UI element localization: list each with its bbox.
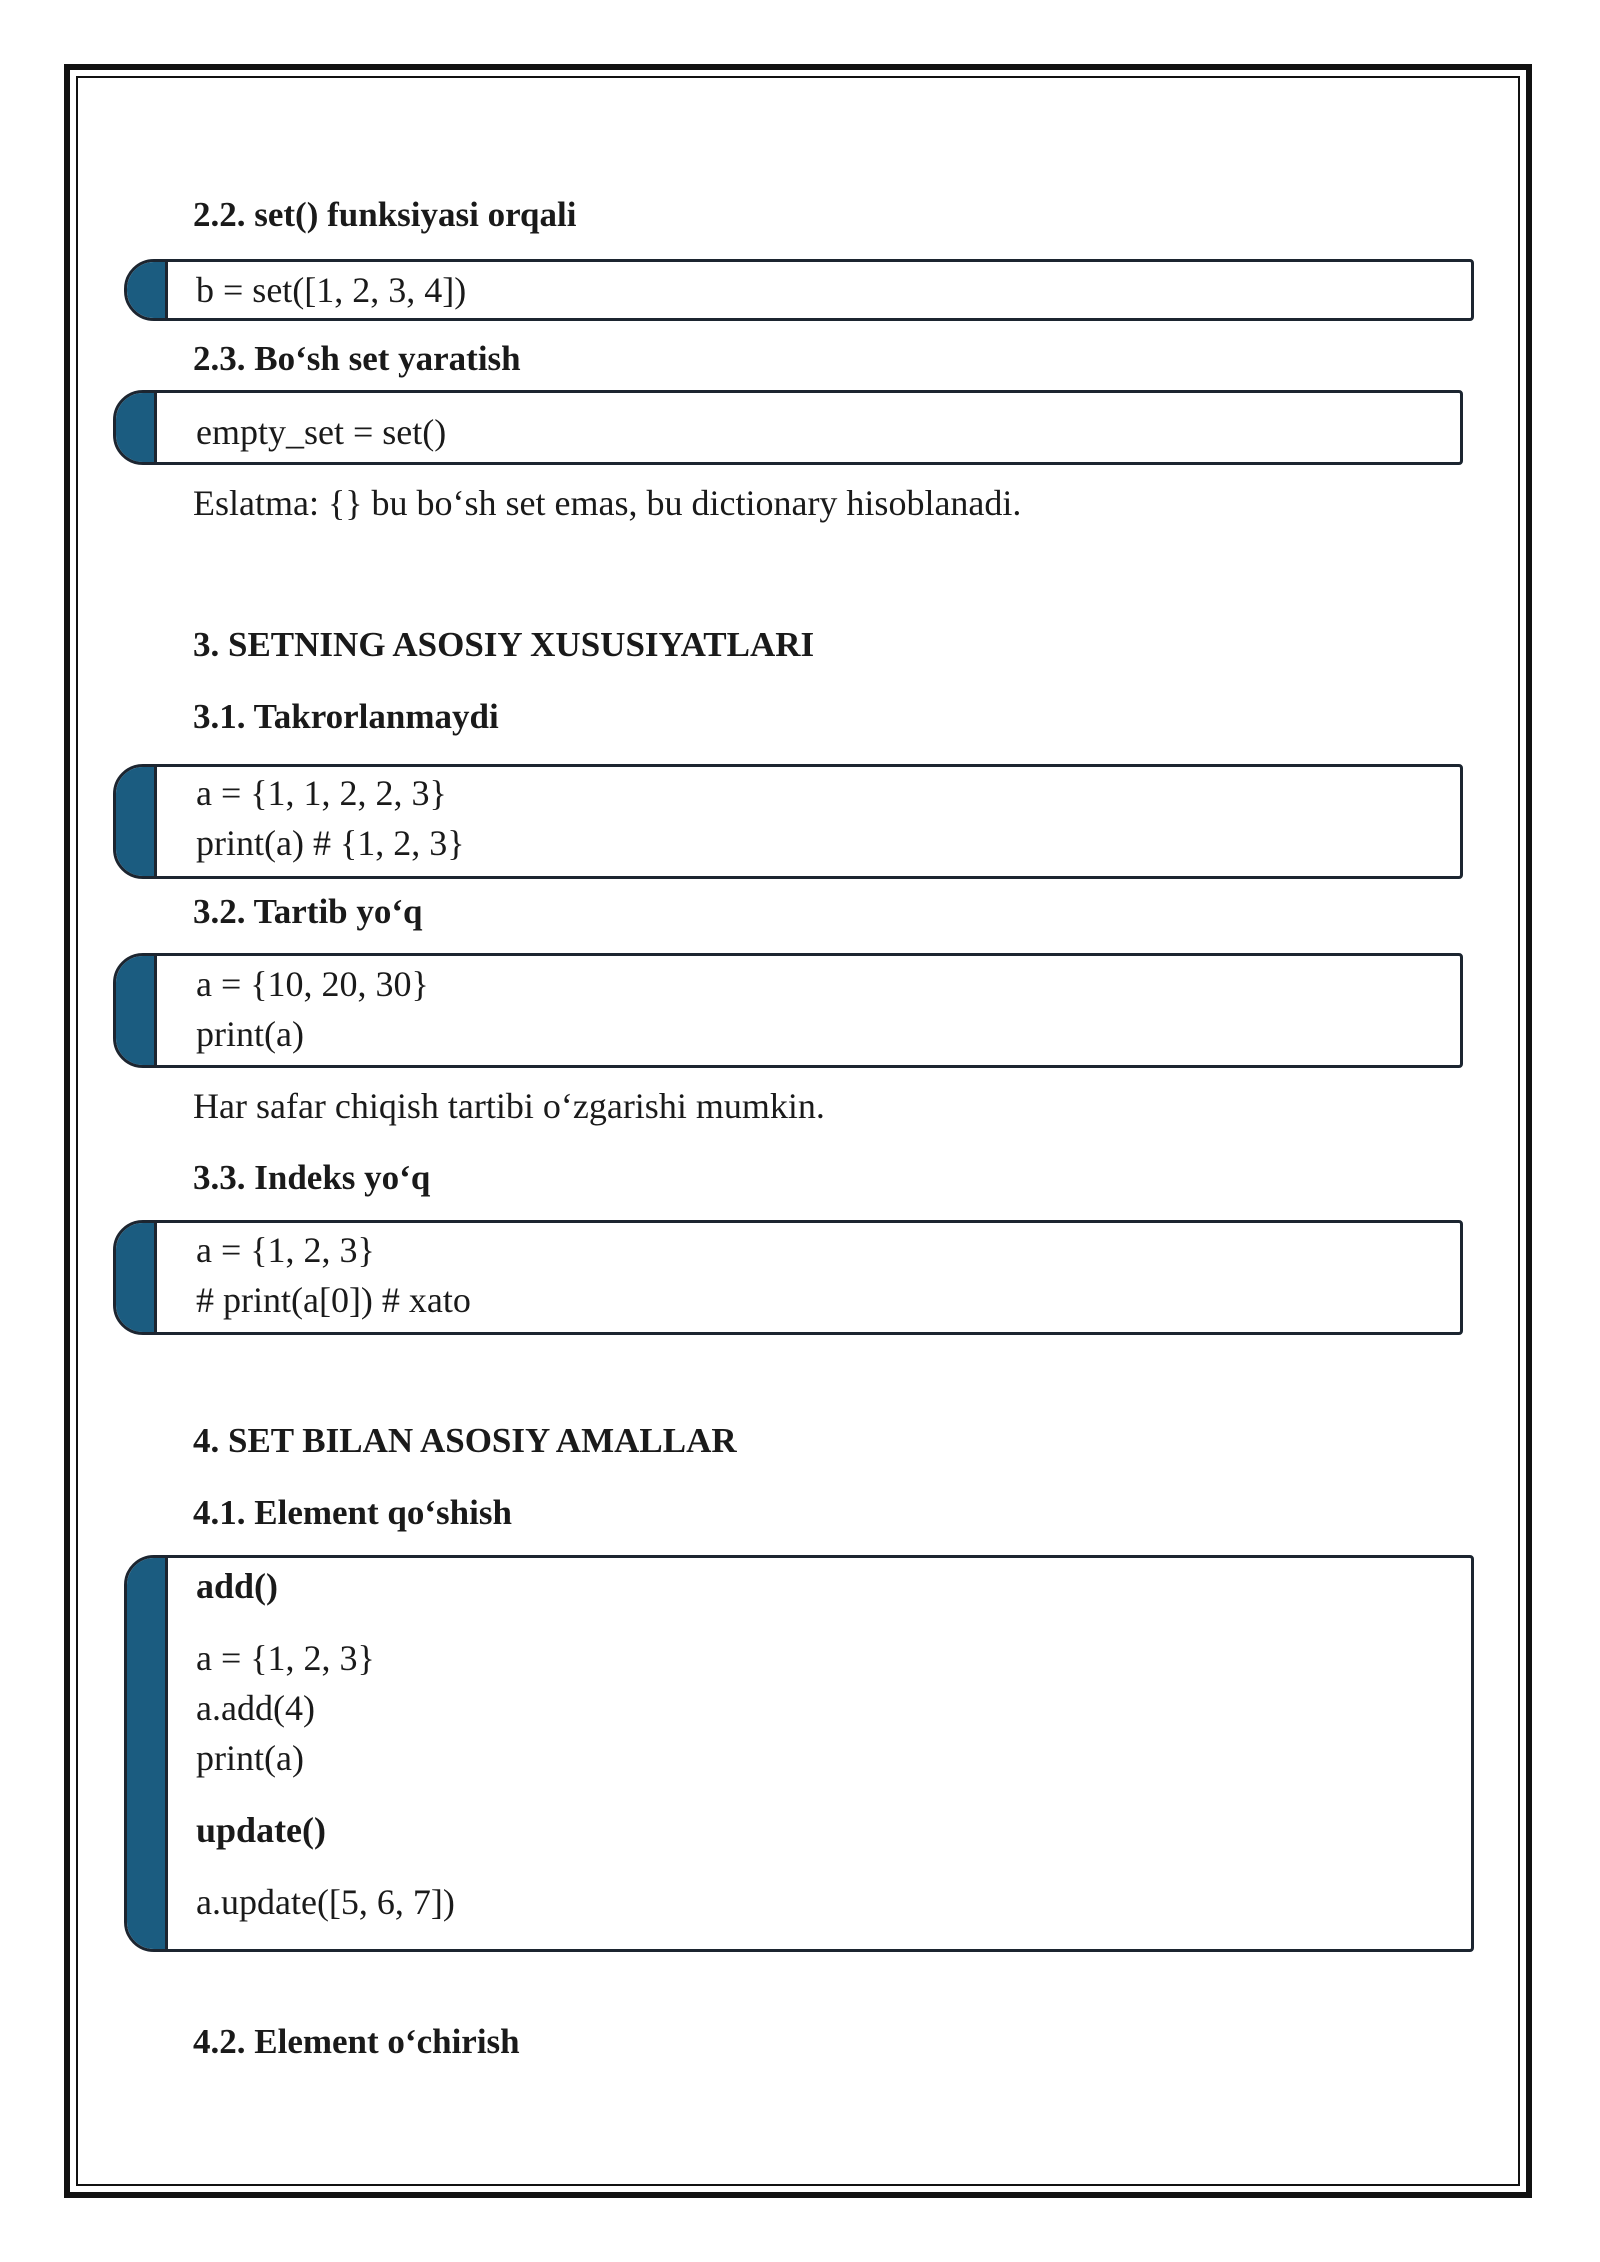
code-content <box>196 959 429 1059</box>
code-content <box>196 407 446 457</box>
code-line: a = {1, 1, 2, 2, 3} <box>196 773 447 813</box>
spacer <box>196 1855 455 1877</box>
method-label-add: add() <box>196 1566 279 1606</box>
heading-2-2: 2.2. set() funksiyasi orqali <box>193 195 577 234</box>
note-3-2: Har safar chiqish tartibi o‘zgarishi mumkin. <box>193 1086 825 1126</box>
code-block-accent <box>116 956 157 1065</box>
code-block-2-3 <box>113 390 1463 465</box>
code-line: a = {1, 2, 3} <box>196 1638 375 1678</box>
heading-4-2: 4.2. Element o‘chirish <box>193 2022 520 2061</box>
code-content <box>196 265 466 315</box>
code-block-3-3 <box>113 1220 1463 1335</box>
spacer <box>196 1783 455 1805</box>
heading-3-2: 3.2. Tartib yo‘q <box>193 892 423 931</box>
code-content <box>196 1561 455 1927</box>
code-line: empty_set = set() <box>196 412 447 452</box>
code-line: b = set([1, 2, 3, 4]) <box>196 270 467 310</box>
code-content <box>196 768 465 868</box>
code-line: print(a) <box>196 1738 304 1778</box>
code-line: a = {1, 2, 3} <box>196 1230 375 1270</box>
method-label-update: update() <box>196 1810 327 1850</box>
code-block-3-1 <box>113 764 1463 879</box>
heading-4: 4. SET BILAN ASOSIY AMALLAR <box>193 1421 737 1460</box>
code-line: print(a) <box>196 1014 304 1054</box>
code-block-accent <box>127 262 168 318</box>
code-content <box>196 1225 471 1325</box>
heading-3: 3. SETNING ASOSIY XUSUSIYATLARI <box>193 625 815 664</box>
code-line: a = {10, 20, 30} <box>196 964 429 1004</box>
note-2-3: Eslatma: {} bu bo‘sh set emas, bu dictionary hisoblanadi. <box>193 483 1022 523</box>
heading-3-3: 3.3. Indeks yo‘q <box>193 1158 431 1197</box>
spacer <box>196 1611 455 1633</box>
code-block-4-1 <box>124 1555 1474 1952</box>
heading-2-3: 2.3. Bo‘sh set yaratish <box>193 339 521 378</box>
code-line: # print(a[0]) # xato <box>196 1280 471 1320</box>
code-block-accent <box>116 767 157 876</box>
code-line: a.update([5, 6, 7]) <box>196 1882 455 1922</box>
code-block-accent <box>116 393 157 462</box>
code-block-2-2 <box>124 259 1474 321</box>
code-line: print(a) # {1, 2, 3} <box>196 823 465 863</box>
code-block-accent <box>116 1223 157 1332</box>
code-line: a.add(4) <box>196 1688 315 1728</box>
code-block-3-2 <box>113 953 1463 1068</box>
heading-3-1: 3.1. Takrorlanmaydi <box>193 697 499 736</box>
heading-4-1: 4.1. Element qo‘shish <box>193 1493 512 1532</box>
code-block-accent <box>127 1558 168 1949</box>
